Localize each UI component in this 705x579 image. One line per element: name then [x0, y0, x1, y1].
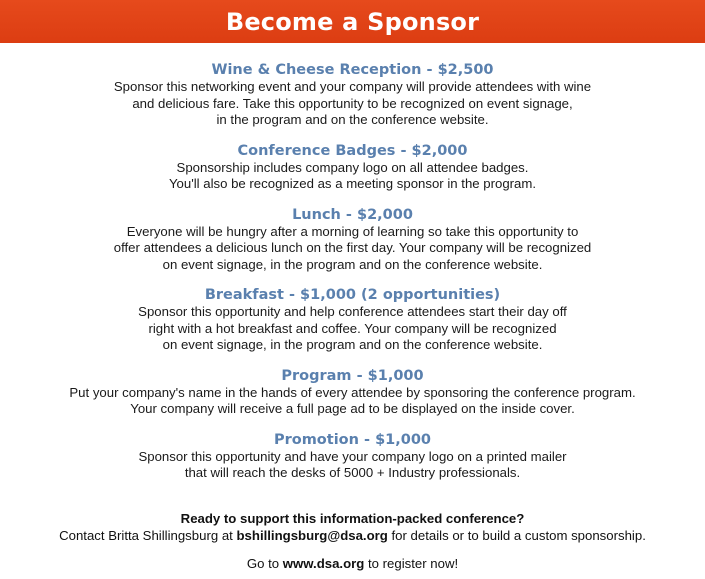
- package-title: Wine & Cheese Reception - $2,500: [211, 62, 494, 78]
- description-line: You'll also be recognized as a meeting sponsor in the program.: [168, 176, 537, 191]
- cta-heading: Ready to support this information-packed conference?: [180, 510, 525, 526]
- package-breakfast: [0, 286, 705, 354]
- package-conference-badges: [0, 142, 705, 193]
- package-description: [0, 224, 705, 274]
- contact-suffix: for details or to build a custom sponsorship.: [387, 527, 646, 543]
- description-line: on event signage, in the program and on the conference website.: [162, 337, 543, 352]
- description-line: Sponsorship includes company logo on all attendee badges.: [176, 159, 529, 175]
- description-line: right with a hot breakfast and coffee. Your company will be recognized: [148, 320, 557, 336]
- cta-contact: [0, 527, 705, 544]
- package-description: [0, 449, 705, 482]
- header-banner: [0, 0, 705, 43]
- package-description: [0, 160, 705, 193]
- package-lunch: [0, 206, 705, 274]
- contact-prefix: Contact Britta Shillingsburg at: [59, 527, 237, 543]
- description-line: Sponsor this opportunity and help conference attendees start their day off: [138, 304, 567, 319]
- description-line: in the program and on the conference website.: [216, 112, 489, 127]
- description-line: Sponsor this opportunity and have your company logo on a printed mailer: [138, 448, 567, 464]
- package-description: [0, 304, 705, 354]
- cta-register: [0, 555, 705, 572]
- description-line: Put your company's name in the hands of every attendee by sponsoring the conference program.: [69, 384, 636, 400]
- package-description: [0, 385, 705, 418]
- package-promotion: [0, 431, 705, 482]
- goto-suffix: to register now!: [364, 555, 459, 571]
- package-description: [0, 79, 705, 129]
- description-line: offer attendees a delicious lunch on the first day. Your company will be recognized: [113, 240, 592, 255]
- goto-prefix: Go to: [246, 555, 283, 571]
- description-line: on event signage, in the program and on the conference website.: [162, 256, 543, 272]
- description-line: Everyone will be hungry after a morning of learning so take this opportunity to: [126, 223, 579, 239]
- description-line: Your company will receive a full page ad to be displayed on the inside cover.: [130, 401, 575, 416]
- package-title: Conference Badges - $2,000: [237, 142, 468, 159]
- description-line: Sponsor this networking event and your company will provide attendees with wine: [113, 79, 592, 94]
- package-title: Lunch - $2,000: [292, 206, 413, 223]
- sponsorship-packages: [0, 43, 705, 482]
- call-to-action: [0, 510, 705, 572]
- package-program: [0, 367, 705, 418]
- package-title: Breakfast - $1,000 (2 opportunities): [204, 287, 501, 303]
- package-title: Program - $1,000: [281, 367, 424, 384]
- package-title: Promotion - $1,000: [273, 431, 432, 448]
- contact-email-link[interactable]: bshillingsburg@dsa.org: [236, 527, 388, 543]
- package-wine-cheese-reception: [0, 61, 705, 129]
- page-title: Become a Sponsor: [225, 7, 480, 36]
- description-line: that will reach the desks of 5000 + Industry professionals.: [184, 465, 521, 480]
- description-line: and delicious fare. Take this opportunity to be recognized on event signage,: [132, 95, 573, 111]
- website-link[interactable]: www.dsa.org: [282, 555, 365, 571]
